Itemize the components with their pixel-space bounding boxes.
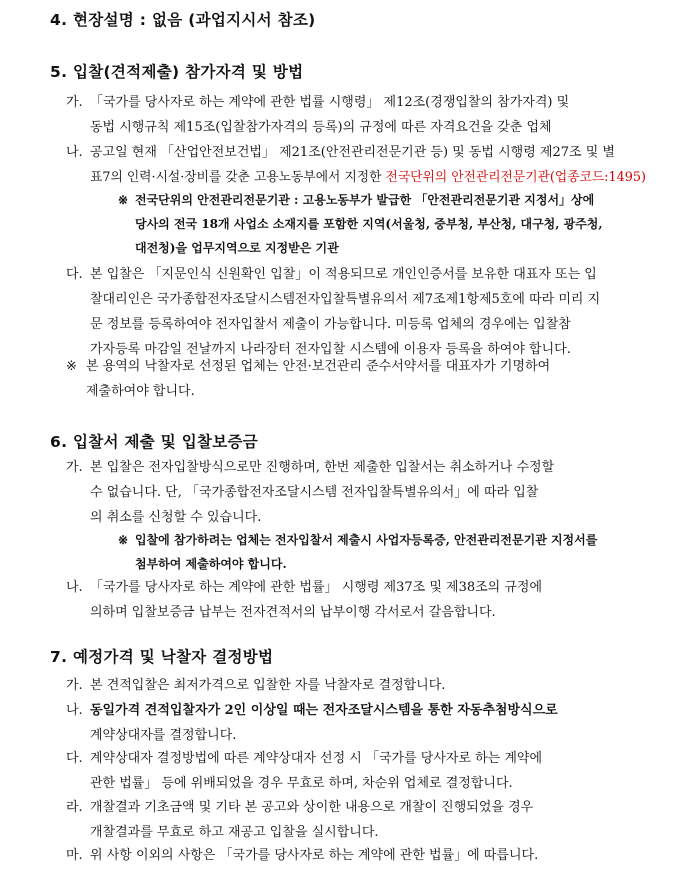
text-line: 공고일 현재 「산업안전보건법」 제21조(안전관리전문기관 등) 및 동법 시행령 제27조 및 별: [90, 145, 615, 160]
text-line: 찰대리인은 국가종합전자조달시스템전자입찰특별유의서 제7조제1항제5호에 따라 미리 지: [90, 292, 601, 307]
text-line: 제출하여야 합니다.: [86, 384, 195, 399]
text-line: [90, 165, 646, 190]
text-line: 전국단위의 안전관리전문기관 : 고용노동부가 발급한 「안전관리전문기관 지정서」상에: [135, 193, 595, 207]
text-segment: 표7의 인력·시설·장비를 갖춘 고용노동부에서 지정한: [90, 170, 386, 185]
text-line: 위 사항 이외의 사항은 「국가를 당사자로 하는 계약에 관한 법률」에 따릅니다.: [90, 848, 539, 863]
text-line: 당사의 전국 18개 사업소 소재지를 포함한 지역(서울청, 중부청, 부산청, 대구청, 광주청,: [135, 217, 603, 231]
text-line: 계약상대자 결정방법에 따른 계약상대자 선정 시 「국가를 당사자로 하는 계약에: [90, 751, 543, 766]
text-line: 개찰결과 기초금액 및 기타 본 공고와 상이한 내용으로 개찰이 진행되었을 경우: [90, 800, 534, 815]
item-label: 가.: [66, 95, 83, 110]
text-line: 동일가격 견적입찰자가 2인 이상일 때는 전자조달시스템을 통한 자동추첨방식으로: [90, 703, 558, 718]
section-7-heading: 7. 예정가격 및 낙찰자 결정방법: [50, 648, 274, 666]
text-line: 의하며 입찰보증금 납부는 전자견적서의 납부이행 각서로서 갈음합니다.: [90, 605, 496, 620]
section-4-heading: 4. 현장설명 : 없음 (과업지시서 참조): [50, 11, 316, 29]
section-6-heading: 6. 입찰서 제출 및 입찰보증금: [50, 433, 259, 451]
text-line: 계약상대자를 결정합니다.: [90, 728, 237, 743]
text-line: 입찰에 참가하려는 업체는 전자입찰서 제출시 사업자등록증, 안전관리전문기관 지정서를: [135, 533, 598, 547]
text-line: 의 취소를 신청할 수 있습니다.: [90, 510, 262, 525]
item-label: 나.: [66, 145, 83, 160]
text-line: 대전청)을 업무지역으로 지정받은 기관: [135, 241, 339, 255]
text-line: 개찰결과를 무효로 하고 재공고 입찰을 실시합니다.: [90, 825, 379, 840]
item-label: 다.: [66, 267, 83, 282]
text-line: 문 정보를 등록하여야 전자입찰서 제출이 가능합니다. 미등록 업체의 경우에는 입찰참: [90, 317, 571, 332]
item-label: 마.: [66, 848, 83, 863]
text-line: 본 견적입찰은 최저가격으로 입찰한 자를 낙찰자로 결정합니다.: [90, 678, 446, 693]
item-label: 가.: [66, 678, 83, 693]
section-5-heading: 5. 입찰(견적제출) 참가자격 및 방법: [50, 63, 304, 81]
note-mark: ※: [118, 193, 129, 207]
text-line: 관한 법률」 등에 위배되었을 경우 무효로 하며, 차순위 업체로 결정합니다.: [90, 776, 513, 791]
text-line: 동법 시행규칙 제15조(입찰참가자격의 등록)의 규정에 따른 자격요건을 갖춘 업체: [90, 120, 552, 135]
item-label: 가.: [66, 460, 83, 475]
note-mark: ※: [66, 359, 77, 374]
text-line: 수 없습니다. 단, 「국가종합전자조달시스템 전자입찰특별유의서」에 따라 입찰: [90, 485, 539, 500]
text-line: 「국가를 당사자로 하는 계약에 관한 법률」 시행령 제37조 및 제38조의 규정에: [90, 580, 543, 595]
text-line: 「국가를 당사자로 하는 계약에 관한 법률 시행령」 제12조(경쟁입찰의 참가자격) 및: [90, 95, 570, 110]
text-line: 본 용역의 낙찰자로 선정된 업체는 안전·보건관리 준수서약서를 대표자가 기명하여: [86, 359, 551, 374]
item-label: 나.: [66, 580, 83, 595]
note-mark: ※: [118, 533, 129, 547]
item-label: 나.: [66, 703, 83, 718]
item-label: 다.: [66, 751, 83, 766]
item-label: 라.: [66, 800, 83, 815]
text-line: 본 입찰은 「지문인식 신원확인 입찰」이 적용되므로 개인인증서를 보유한 대표자 또는 입: [90, 267, 597, 282]
text-line: 본 입찰은 전자입찰방식으로만 진행하며, 한번 제출한 입찰서는 취소하거나 수정할: [90, 460, 555, 475]
text-line: 첨부하여 제출하여야 합니다.: [135, 557, 287, 571]
text-line: 가자등록 마감일 전날까지 나라장터 전자입찰 시스템에 이용자 등록을 하여야 합니다.: [90, 342, 571, 357]
highlighted-requirement: 전국단위의 안전관리전문기관(업종코드:1495): [385, 170, 646, 185]
